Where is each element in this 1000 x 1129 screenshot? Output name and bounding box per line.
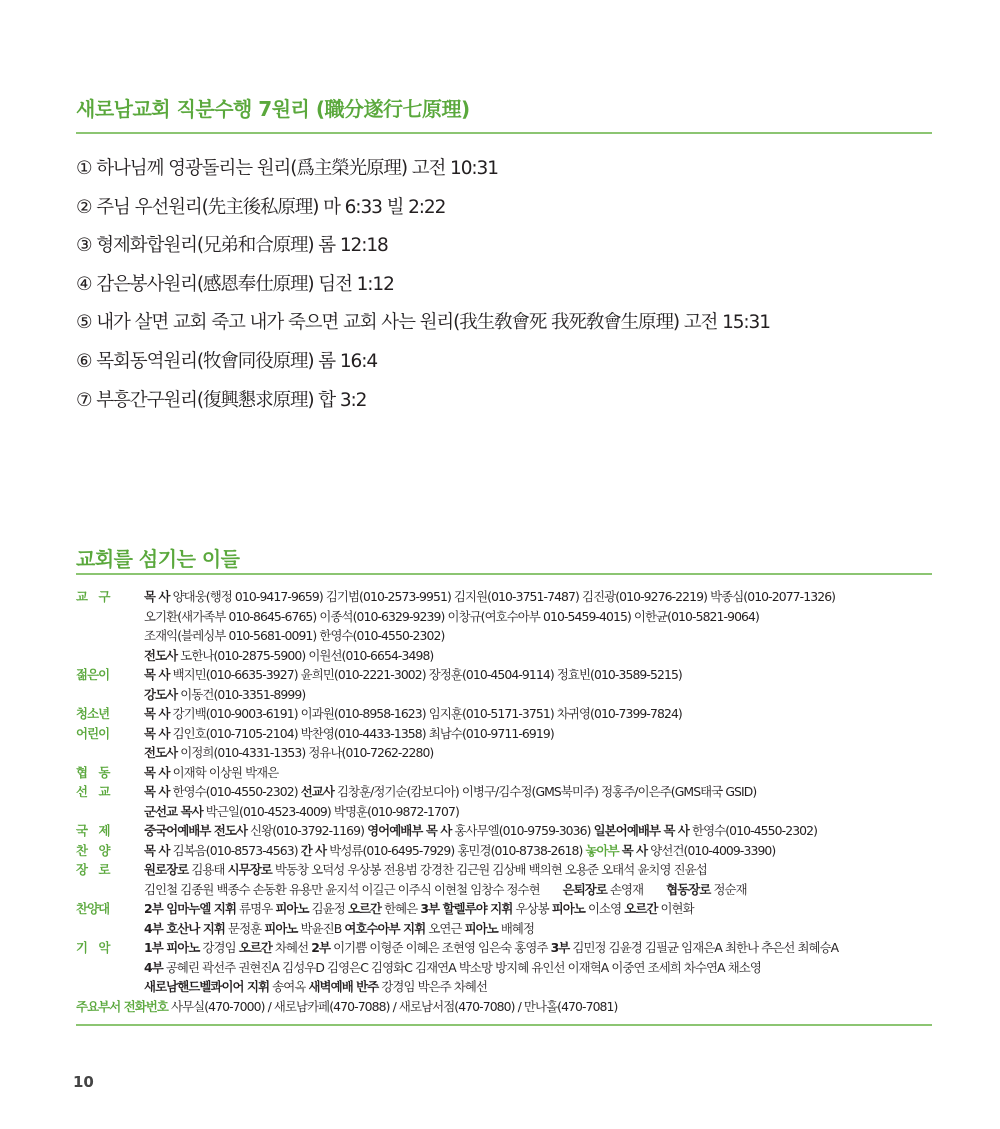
names-text: 조재익(블레싱부 010-5681-0091) 한영수(010-4550-2302) bbox=[144, 628, 445, 643]
staff-lines bbox=[144, 899, 936, 938]
staff-lines bbox=[144, 860, 936, 899]
names-text: 오연근 bbox=[425, 920, 465, 936]
names-text: 이재학 이상원 박재은 bbox=[169, 764, 279, 780]
names-text: 박윤진B bbox=[297, 920, 345, 936]
staff-line bbox=[144, 880, 936, 900]
names-text: 양선건(010-4009-3390) bbox=[647, 842, 776, 858]
page-number: 10 bbox=[73, 1073, 94, 1091]
names-text: 김인호(010-7105-2104) 박찬영(010-4433-1358) 최남수(010-9711-6919) bbox=[169, 725, 554, 741]
staff-row bbox=[76, 938, 936, 997]
principle-item: ④ 감은봉사원리(感恩奉仕原理) 딤전 1:12 bbox=[76, 273, 394, 295]
names-text: 한혜은 bbox=[381, 901, 421, 916]
department-label: 젊은이 bbox=[76, 667, 110, 682]
staff-line bbox=[144, 646, 936, 666]
principles-list bbox=[76, 154, 770, 424]
staff-lines bbox=[144, 782, 936, 821]
page-title: 새로남교회 직분수행 7원리 (職分遂行七原理) bbox=[76, 97, 470, 121]
role-label: 시무장로 bbox=[227, 862, 272, 877]
staff-row bbox=[76, 841, 936, 861]
names-text: 이정희(010-4331-1353) 정유나(010-7262-2280) bbox=[177, 745, 434, 760]
names-text: 양대웅(행정 010-9417-9659) 김기범(010-2573-9951) 김지원(010-3751-7487) 김진광(010-9276-2219) 박종심(010-2077-1326) bbox=[169, 589, 836, 604]
staff-lines bbox=[144, 821, 936, 841]
staff-rows bbox=[76, 587, 936, 997]
principle-item: ② 주님 우선원리(先主後私原理) 마 6:33 빌 2:22 bbox=[76, 196, 446, 218]
role-label: 피아노 bbox=[275, 901, 309, 916]
role-label: 4부 호산나 지휘 bbox=[144, 920, 225, 936]
department-label: 청소년 bbox=[76, 706, 110, 721]
role-label: 2부 bbox=[311, 940, 331, 955]
role-label: 일본어예배부 목 사 bbox=[593, 823, 689, 838]
role-label: 목 사 bbox=[144, 784, 170, 799]
staff-line bbox=[144, 743, 936, 763]
role-label: 3부 bbox=[550, 940, 570, 955]
role-label: 주요부서 전화번호 bbox=[76, 998, 168, 1014]
names-text: 이현화 bbox=[657, 901, 694, 916]
role-label: 목 사 bbox=[144, 764, 170, 780]
department-label: 선 교 bbox=[76, 784, 110, 799]
staff-row bbox=[76, 763, 936, 783]
role-label: 선교사 bbox=[300, 784, 334, 799]
role-label: 전도사 bbox=[144, 745, 178, 760]
staff-lines bbox=[144, 724, 936, 763]
staff-line bbox=[144, 958, 936, 978]
staff-row bbox=[76, 665, 936, 704]
names-text: 도한나(010-2875-5900) 이원선(010-6654-3498) bbox=[177, 647, 434, 663]
names-text: 이소영 bbox=[584, 901, 625, 916]
staff-lines bbox=[144, 704, 936, 724]
staff-row bbox=[76, 899, 936, 938]
staff-directory bbox=[76, 587, 936, 1016]
principle-item: ① 하나님께 영광돌리는 원리(爲主榮光原理) 고전 10:31 bbox=[76, 158, 498, 179]
names-text: 공혜린 곽선주 권현진A 김성우D 김영은C 김영화C 김재연A 박소망 방지혜 유인선 이재혁A 이중연 조세희 차수연A 채소영 bbox=[162, 959, 761, 975]
names-text: 류명우 bbox=[236, 901, 276, 916]
department-label: 어린이 bbox=[76, 725, 110, 741]
names-text: 김용태 bbox=[188, 862, 228, 877]
role-label: 피아노 bbox=[264, 920, 298, 936]
principle-item: ⑤ 내가 살면 교회 죽고 내가 죽으면 교회 사는 원리(我生敎會死 我死敎會生原理) 고전 15:31 bbox=[76, 312, 770, 334]
department-label: 찬 양 bbox=[76, 842, 110, 858]
staff-line bbox=[144, 587, 936, 607]
names-text: 강기백(010-9003-6191) 이과원(010-8958-1623) 임지훈(010-5171-3751) 차귀영(010-7399-7824) bbox=[169, 706, 682, 721]
department-label: 장 로 bbox=[76, 862, 110, 877]
role-label: 새벽예배 반주 bbox=[308, 979, 379, 994]
staff-row bbox=[76, 782, 936, 821]
names-text: 이기쁨 이형준 이혜은 조현영 임은숙 홍영주 bbox=[330, 940, 551, 955]
role-label: 새로남핸드벨콰이어 지휘 bbox=[144, 979, 270, 994]
staff-lines bbox=[144, 938, 936, 997]
principle-item: ⑦ 부흥간구원리(復興懇求原理) 합 3:2 bbox=[76, 389, 367, 411]
role-label: 목 사 bbox=[144, 706, 170, 721]
role-label: 오르간 bbox=[624, 901, 658, 916]
staff-lines bbox=[144, 841, 936, 861]
names-text: 손영재 bbox=[606, 881, 667, 897]
role-label: 2부 임마누엘 지휘 bbox=[144, 901, 237, 916]
names-text: 김인철 김종원 백종수 손동환 유용만 윤지석 이길근 이주식 이현철 임창수 정수현 bbox=[144, 881, 563, 897]
role-label: 1부 피아노 bbox=[144, 940, 200, 955]
role-label: 원로장로 bbox=[144, 862, 189, 877]
names-text: 강경임 bbox=[199, 940, 239, 955]
role-label: 목 사 bbox=[621, 842, 648, 858]
staff-line bbox=[144, 860, 936, 880]
names-text: 신왕(010-3792-1169) bbox=[247, 823, 368, 838]
role-label: 간 사 bbox=[300, 842, 327, 858]
names-text: 박동창 오덕성 우상봉 전용범 강경찬 김근원 김상배 백의현 오용준 오태석 윤치영 진윤섭 bbox=[271, 862, 707, 877]
staff-line bbox=[144, 704, 936, 724]
phone-numbers-row bbox=[76, 997, 936, 1017]
role-label: 영어예배부 목 사 bbox=[367, 823, 452, 838]
department-label: 국 제 bbox=[76, 823, 110, 838]
principle-item: ③ 형제화합원리(兄弟和合原理) 롬 12:18 bbox=[76, 235, 388, 257]
role-label: 중국어예배부 전도사 bbox=[144, 823, 248, 838]
names-text: 김복음(010-8573-4563) bbox=[169, 842, 301, 858]
names-text: 박성류(010-6495-7929) 홍민경(010-8738-2618) bbox=[326, 842, 586, 858]
names-text: 박근일(010-4523-4009) 박명훈(010-9872-1707) bbox=[202, 803, 459, 819]
staff-row bbox=[76, 724, 936, 763]
role-label: 강도사 bbox=[144, 686, 178, 702]
names-text: 강경임 박은주 차혜선 bbox=[378, 979, 488, 994]
staff-line bbox=[144, 977, 936, 997]
staff-line bbox=[144, 763, 936, 783]
names-text: 송여옥 bbox=[269, 979, 309, 994]
role-label: 오르간 bbox=[347, 901, 382, 916]
department-label: 교 구 bbox=[76, 589, 110, 604]
names-text: 우상봉 bbox=[512, 901, 552, 916]
names-text: 오기환(새가족부 010-8645-6765) 이종석(010-6329-9239) 이창규(여호수아부 010-5459-4015) 이한균(010-5821-9064) bbox=[144, 608, 759, 624]
names-text: 김창훈/정기순(캄보디아) 이병구/김수정(GMS북미주) 정홍주/이은주(GMS태국 GSID) bbox=[333, 784, 757, 799]
staff-line bbox=[144, 938, 936, 958]
section-title: 교회를 섬기는 이들 bbox=[76, 547, 240, 571]
role-label: 놓아부 bbox=[585, 842, 619, 858]
bottom-divider bbox=[76, 1024, 932, 1026]
role-label: 전도사 bbox=[144, 647, 178, 663]
role-label: 오르간 bbox=[238, 940, 272, 955]
names-text: 사무실(470-7000) / 새로남카페(470-7088) / 새로남서점(470-7080) / 만나홀(470-7081) bbox=[167, 998, 618, 1014]
names-text: 홍사무엘(010-9759-3036) bbox=[451, 823, 594, 838]
role-label: 협동장로 bbox=[666, 881, 711, 897]
staff-lines bbox=[144, 587, 936, 665]
role-label: 목 사 bbox=[144, 842, 170, 858]
names-text: 정순재 bbox=[710, 881, 747, 897]
names-text: 백지민(010-6635-3927) 윤희민(010-2221-3002) 장정훈(010-4504-9114) 정효빈(010-3589-5215) bbox=[169, 667, 682, 682]
title-divider bbox=[76, 132, 932, 134]
staff-line bbox=[144, 607, 936, 627]
names-text: 한영수(010-4550-2302) bbox=[689, 823, 818, 838]
names-text: 김민정 김윤경 김필균 임재은A 최한나 추은선 최혜승A bbox=[569, 940, 839, 955]
staff-lines bbox=[144, 763, 936, 783]
names-text: 김윤정 bbox=[308, 901, 348, 916]
staff-row bbox=[76, 821, 936, 841]
names-text: 한영수(010-4550-2302) bbox=[169, 784, 301, 799]
staff-line bbox=[144, 724, 936, 744]
staff-row bbox=[76, 587, 936, 665]
department-label: 협 동 bbox=[76, 764, 110, 780]
names-text: 이동건(010-3351-8999) bbox=[177, 686, 306, 702]
principle-item: ⑥ 목회동역원리(牧會同役原理) 롬 16:4 bbox=[76, 350, 378, 372]
role-label: 목 사 bbox=[144, 667, 170, 682]
names-text: 차혜선 bbox=[271, 940, 312, 955]
staff-line bbox=[144, 841, 936, 861]
staff-line bbox=[144, 626, 936, 646]
staff-lines bbox=[144, 665, 936, 704]
role-label: 피아노 bbox=[464, 920, 498, 936]
role-label: 여호수아부 지휘 bbox=[344, 920, 426, 936]
role-label: 은퇴장로 bbox=[562, 881, 607, 897]
department-label: 찬양대 bbox=[76, 901, 110, 916]
staff-line bbox=[144, 919, 936, 939]
staff-line bbox=[144, 665, 936, 685]
role-label: 4부 bbox=[144, 959, 163, 975]
staff-line bbox=[144, 685, 936, 705]
staff-row bbox=[76, 860, 936, 899]
names-text: 배혜정 bbox=[497, 920, 535, 936]
role-label: 군선교 목사 bbox=[144, 803, 203, 819]
role-label: 3부 할렐루야 지휘 bbox=[420, 901, 513, 916]
role-label: 목 사 bbox=[144, 725, 170, 741]
role-label: 목 사 bbox=[144, 589, 170, 604]
section-divider bbox=[76, 573, 932, 575]
staff-row bbox=[76, 704, 936, 724]
staff-line bbox=[144, 899, 936, 919]
role-label: 피아노 bbox=[551, 901, 585, 916]
department-label: 기 악 bbox=[76, 940, 110, 955]
staff-line bbox=[144, 802, 936, 822]
staff-line bbox=[144, 821, 936, 841]
names-text: 문정훈 bbox=[224, 920, 265, 936]
staff-line bbox=[144, 782, 936, 802]
